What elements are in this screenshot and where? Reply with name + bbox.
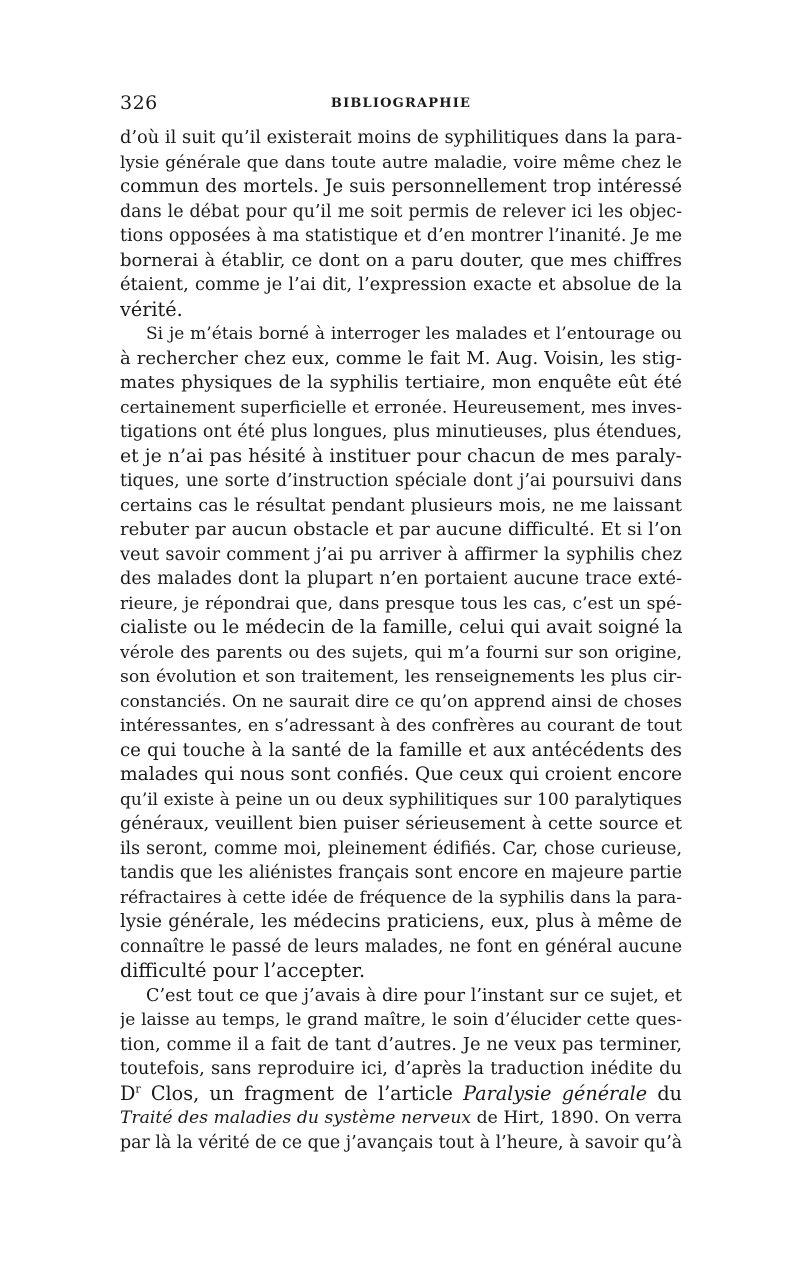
treatise-line-text: de Hirt, 1890. On verra — [471, 1108, 682, 1128]
text-line: difficulté pour l’accepter. — [120, 959, 366, 982]
text-line: des malades dont la plupart n’en portaient aucune trace exté- — [120, 568, 682, 589]
text-line: connaître le passé de leurs malades, ne font en général aucune — [120, 936, 682, 957]
text-line: lysie générale que dans toute autre maladie, voire même chez le — [120, 152, 682, 173]
dr-line-text: Clos, un fragment de l’article — [140, 1081, 464, 1105]
text-line: cialiste ou le médecin de la famille, celui qui avait soigné la — [120, 617, 682, 638]
article-title: Paralysie générale — [463, 1081, 648, 1105]
text-line: C’est tout ce que j’avais à dire pour l’instant sur ce sujet, et — [146, 985, 682, 1006]
text-line: tiques, une sorte d’instruction spéciale dont j’ai poursuivi dans — [120, 471, 682, 491]
text-line: tigations ont été plus longues, plus minutieuses, plus étendues, — [120, 422, 682, 442]
text-line: vérole des parents ou des sujets, qui m’a fourni sur son origine, — [120, 642, 682, 663]
text-line: malades qui nous sont confiés. Que ceux qui croient encore — [120, 764, 682, 785]
text-line: bornerai à établir, ce dont on a paru douter, que mes chiffres — [120, 249, 682, 271]
text-line: tions opposées à ma statistique et d’en montrer l’inanité. Je me — [120, 226, 682, 246]
text-line: je laisse au temps, le grand maître, le soin d’élucider cette ques- — [120, 1010, 682, 1030]
text-line: certainement superficielle et erronée. Heureusement, mes inves- — [120, 397, 682, 418]
text-line: certains cas le résultat pendant plusieurs mois, ne me laissant — [120, 495, 682, 516]
text-line: toutefois, sans reproduire ici, d’après la traduction inédite du — [120, 1058, 682, 1079]
text-line: ce qui touche à la santé de la famille et aux antécédents des — [120, 739, 682, 761]
text-line: son évolution et son traitement, les renseignements les plus cir- — [120, 667, 682, 687]
treatise-title: Traité des maladies du système nerveux — [120, 1108, 472, 1128]
text-line — [120, 1082, 682, 1107]
text-line: étaient, comme je l’ai dit, l’expression exacte et absolue de la — [120, 274, 682, 295]
text-line: constanciés. On ne saurait dire ce qu’on apprend ainsi de choses — [120, 691, 682, 712]
running-title: BIBLIOGRAPHIE — [330, 96, 472, 111]
text-line: mates physiques de la syphilis tertiaire, mon enquête eût été — [120, 372, 682, 393]
text-line: rebuter par aucun obstacle et par aucune difficulté. Et si l’on — [120, 519, 682, 540]
text-line: veut savoir comment j’ai pu arriver à affirmer la syphilis chez — [120, 543, 682, 565]
text-line: qu’il existe à peine un ou deux syphilitiques sur 100 paralytiques — [120, 789, 682, 810]
running-head — [120, 92, 682, 122]
text-line: lysie générale, les médecins praticiens, eux, plus à même de — [120, 911, 682, 932]
text-line: dans le débat pour qu’il me soit permis de relever ici les objec- — [120, 201, 682, 222]
text-line: généraux, veuillent bien puiser sérieusement à cette source et — [120, 814, 682, 834]
text-line: vérité. — [120, 297, 183, 321]
text-line: réfractaires à cette idée de fréquence de la syphilis dans la para- — [120, 887, 682, 908]
text-line: par là la vérité de ce que j’avançais tout à l’heure, à savoir qu’à — [120, 1132, 682, 1153]
dr-line-end: du — [647, 1081, 682, 1105]
text-line: tandis que les aliénistes français sont encore en majeure partie — [120, 863, 682, 883]
text-line: à rechercher chez eux, comme le fait M. Aug. Voisin, les stig- — [120, 347, 682, 369]
text-line: d’où il suit qu’il existerait moins de syphilitiques dans la para- — [120, 127, 682, 148]
book-page — [120, 92, 682, 1155]
text-line: ils seront, comme moi, pleinement édifiés. Car, chose curieuse, — [120, 838, 682, 859]
text-line: intéressantes, en s’adressant à des confrères au courant de tout — [120, 716, 682, 736]
text-line: commun des mortels. Je suis personnellement trop intéressé — [120, 176, 682, 197]
text-line: tion, comme il a fait de tant d’autres. Je ne veux pas terminer, — [120, 1033, 682, 1055]
text-line: et je n’ai pas hésité à instituer pour chacun de mes paraly- — [120, 445, 682, 467]
dr-abbrev: D — [120, 1081, 136, 1105]
body-text — [120, 126, 682, 1155]
page-number: 326 — [120, 92, 158, 114]
text-line — [120, 1106, 682, 1131]
text-line: Si je m’étais borné à interroger les malades et l’entourage ou — [146, 324, 682, 344]
dr-superscript: r — [135, 1082, 141, 1096]
text-line: rieure, je répondrai que, dans presque tous les cas, c’est un spé- — [120, 593, 682, 614]
